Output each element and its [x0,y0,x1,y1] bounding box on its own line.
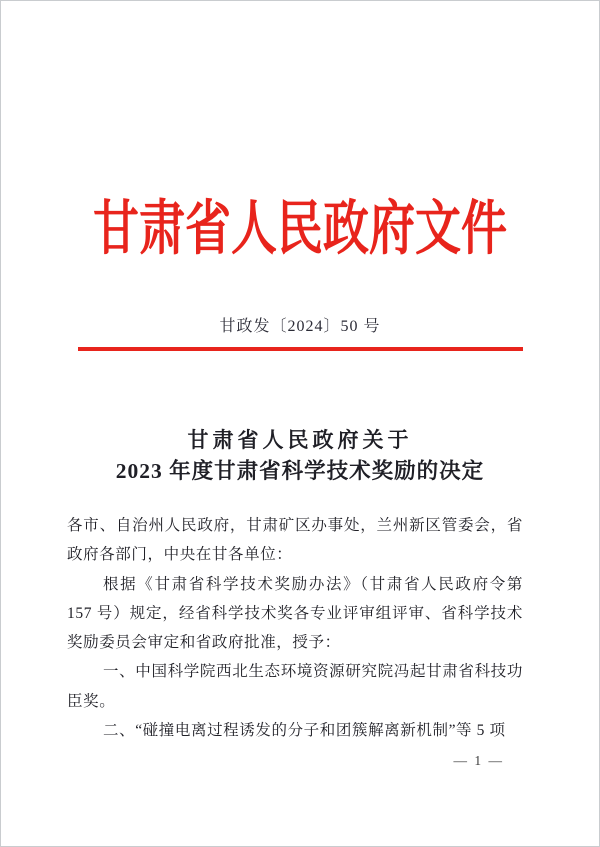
body-line: 政府各部门，中央在甘各单位： [67,546,293,564]
body-line: 一、中国科学院西北生态环境资源研究院冯起甘肃省科技功 [103,663,523,681]
body-line: 根据《甘肃省科学技术奖励办法》（甘肃省人民政府令第 [103,575,523,593]
document-body [67,511,523,745]
body-line: 臣奖。 [67,692,116,710]
document-title [1,425,599,487]
page-number: — 1 — [453,753,504,768]
body-line: 各市、自治州人民政府，甘肃矿区办事处，兰州新区管委会，省 [67,517,523,534]
document-number: 甘政发〔2024〕50 号 [219,318,381,335]
letterhead-title: 甘肃省人民政府文件 [92,195,507,262]
body-line: 二、“碰撞电离过程诱发的分子和团簇解离新机制”等 5 项 [103,722,506,740]
body-line: 奖励委员会审定和省政府批准，授予： [67,634,341,652]
document-title-line2: 2023 年度甘肃省科学技术奖励的决定 [115,459,485,483]
red-divider-line [78,347,523,351]
body-line: 157 号）规定，经省科学技术奖各专业评审组评审、省科学技术 [67,604,523,622]
document-title-line1: 甘肃省人民政府关于 [187,428,413,452]
